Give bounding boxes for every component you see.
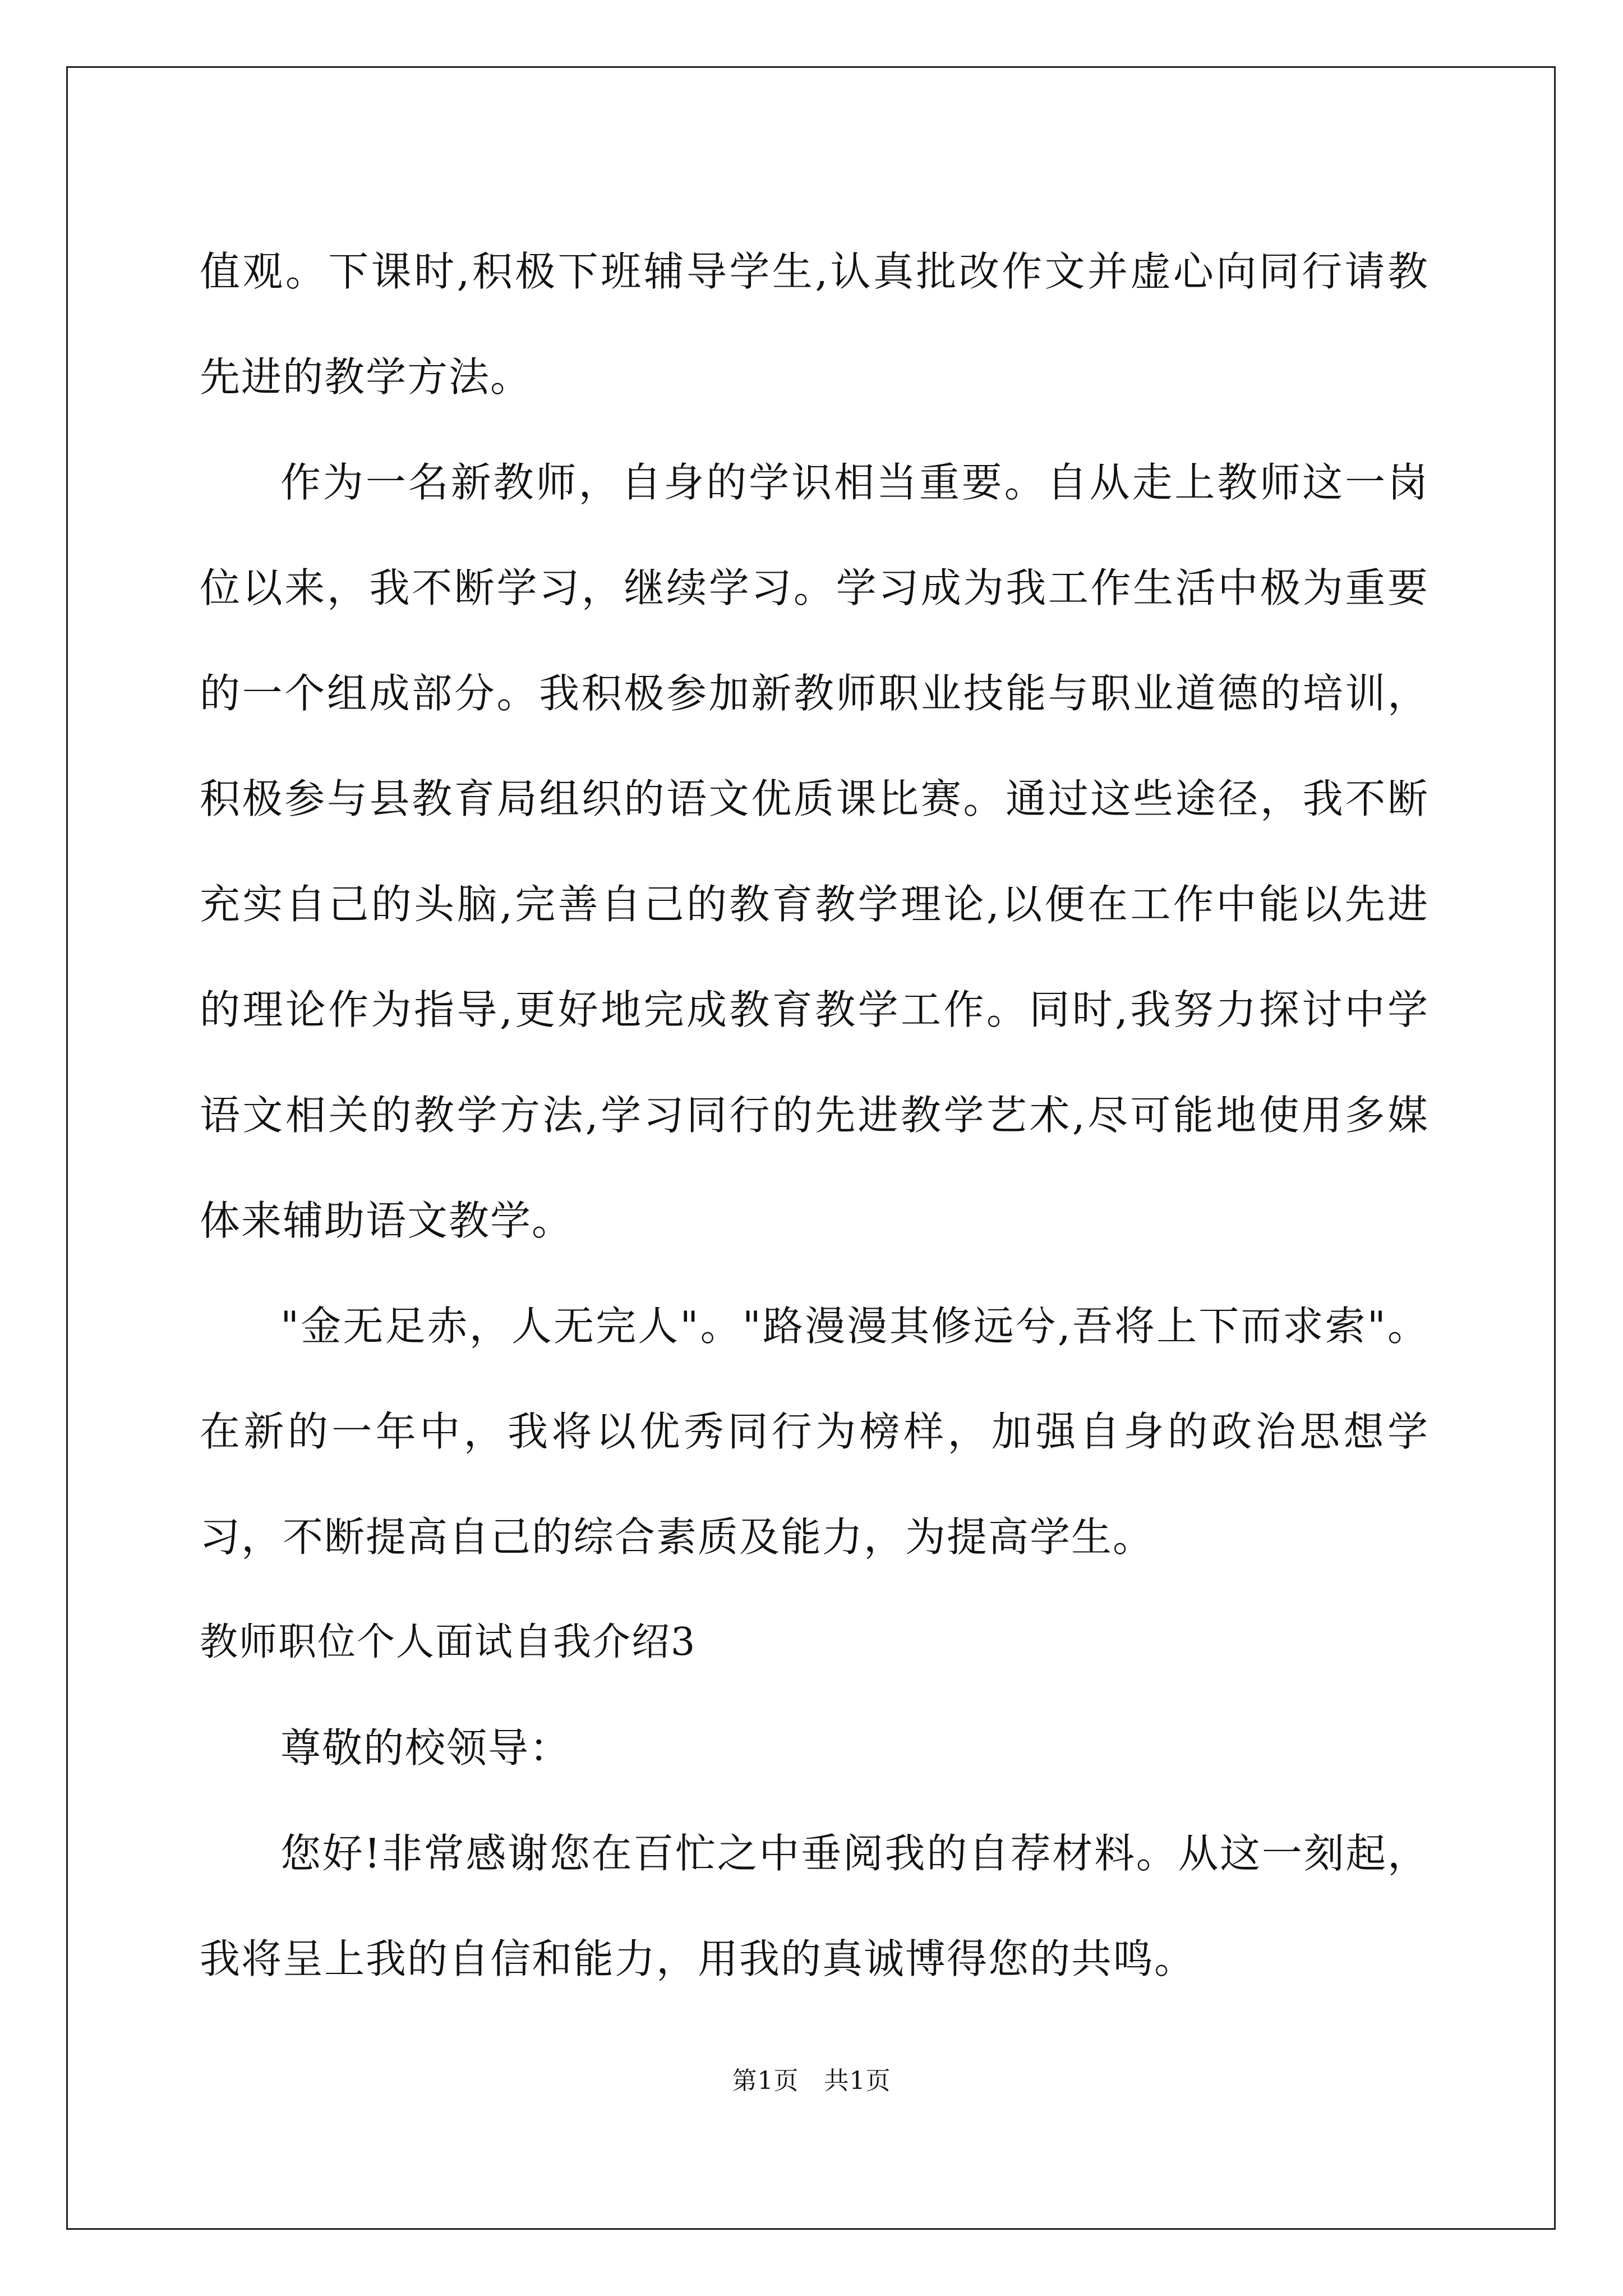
- paragraph-new-year: "金无足赤，人无完人"。"路漫漫其修远兮,吾将上下而求索"。在新的一年中，我将以优秀同行为榜样，加强自身的政治思想学习，不断提高自己的综合素质及能力，为提高学生。: [200, 1303, 1429, 1561]
- paragraph-self-study: 作为一名新教师，自身的学识相当重要。自从走上教师这一岗位以来，我不断学习，继续学习。学习成为我工作生活中极为重要的一个组成部分。我积极参加新教师职业技能与职业道德的培训，积极参与县教育局组织的语文优质课比赛。通过这些途径，我不断充实自己的头脑,完善自己的教育教学理论,以便在工作中能以先进的理论作为指导,更好地完成教育教学工作。同时,我努力探讨中学语文相关的教学方法,学习同行的先进教学艺术,尽可能地使用多媒体来辅助语文教学。: [200, 459, 1429, 1244]
- document-body: [200, 219, 1429, 2012]
- section-title: 教师职位个人面试自我介绍3: [200, 1620, 697, 1664]
- salutation: 尊敬的校领导：: [280, 1724, 571, 1772]
- page-footer: 第1页 共1页: [732, 2067, 891, 2095]
- letter-body: 您好!非常感谢您在百忙之中垂阅我的自荐材料。从这一刻起，我将呈上我的自信和能力，用我的真诚博得您的共鸣。: [200, 1830, 1429, 1982]
- paragraph-continuation: 值观。下课时,积极下班辅导学生,认真批改作文并虚心向同行请教先进的教学方法。: [200, 248, 1429, 401]
